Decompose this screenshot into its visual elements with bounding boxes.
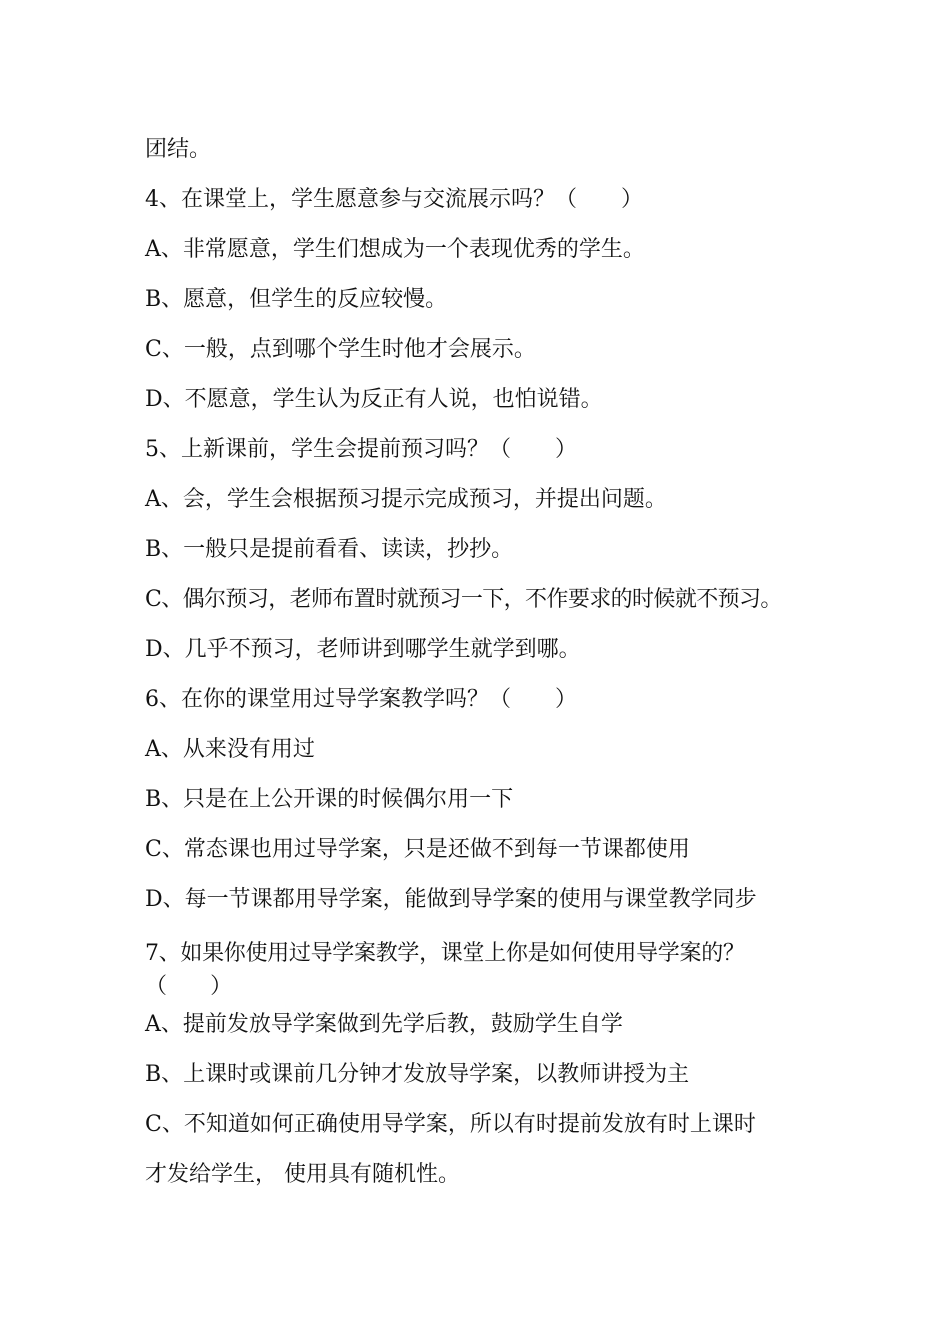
question-7: 7、如果你使用过导学案教学，课堂上你是如何使用导学案的？（ ）	[145, 941, 745, 999]
question-7-option-c-continued: 才发给学生， 使用具有随机性。	[145, 1162, 460, 1187]
question-6-option-b: B、只是在上公开课的时候偶尔用一下	[145, 787, 514, 812]
question-6-option-c: C、常态课也用过导学案，只是还做不到每一节课都使用	[145, 837, 690, 862]
question-6-option-a: A、从来没有用过	[145, 737, 315, 762]
question-5: 5、上新课前，学生会提前预习吗？（ ）	[145, 437, 577, 462]
question-5-option-c: C、偶尔预习，老师布置时就预习一下，不作要求的时候就不预习。	[145, 587, 782, 612]
question-4-option-d: D、不愿意，学生认为反正有人说，也怕说错。	[145, 387, 603, 412]
question-4: 4、在课堂上，学生愿意参与交流展示吗？（ ）	[145, 187, 643, 212]
question-7-option-c: C、不知道如何正确使用导学案，所以有时提前发放有时上课时	[145, 1112, 756, 1137]
question-4-option-a: A、非常愿意，学生们想成为一个表现优秀的学生。	[145, 237, 645, 262]
question-7-option-b: B、上课时或课前几分钟才发放导学案，以教师讲授为主	[145, 1062, 690, 1087]
question-5-option-d: D、几乎不预习，老师讲到哪学生就学到哪。	[145, 637, 581, 662]
question-6: 6、在你的课堂用过导学案教学吗？（ ）	[145, 687, 577, 712]
question-7-option-a: A、提前发放导学案做到先学后教，鼓励学生自学	[145, 1012, 623, 1037]
question-5-option-a: A、会，学生会根据预习提示完成预习，并提出问题。	[145, 487, 667, 512]
question-4-option-b: B、愿意，但学生的反应较慢。	[145, 287, 448, 312]
question-5-option-b: B、一般只是提前看看、读读，抄抄。	[145, 537, 514, 562]
question-6-option-d: D、每一节课都用导学案，能做到导学案的使用与课堂教学同步	[145, 887, 757, 912]
question-4-option-c: C、一般，点到哪个学生时他才会展示。	[145, 337, 536, 362]
paragraph-continuation: 团结。	[145, 137, 212, 162]
